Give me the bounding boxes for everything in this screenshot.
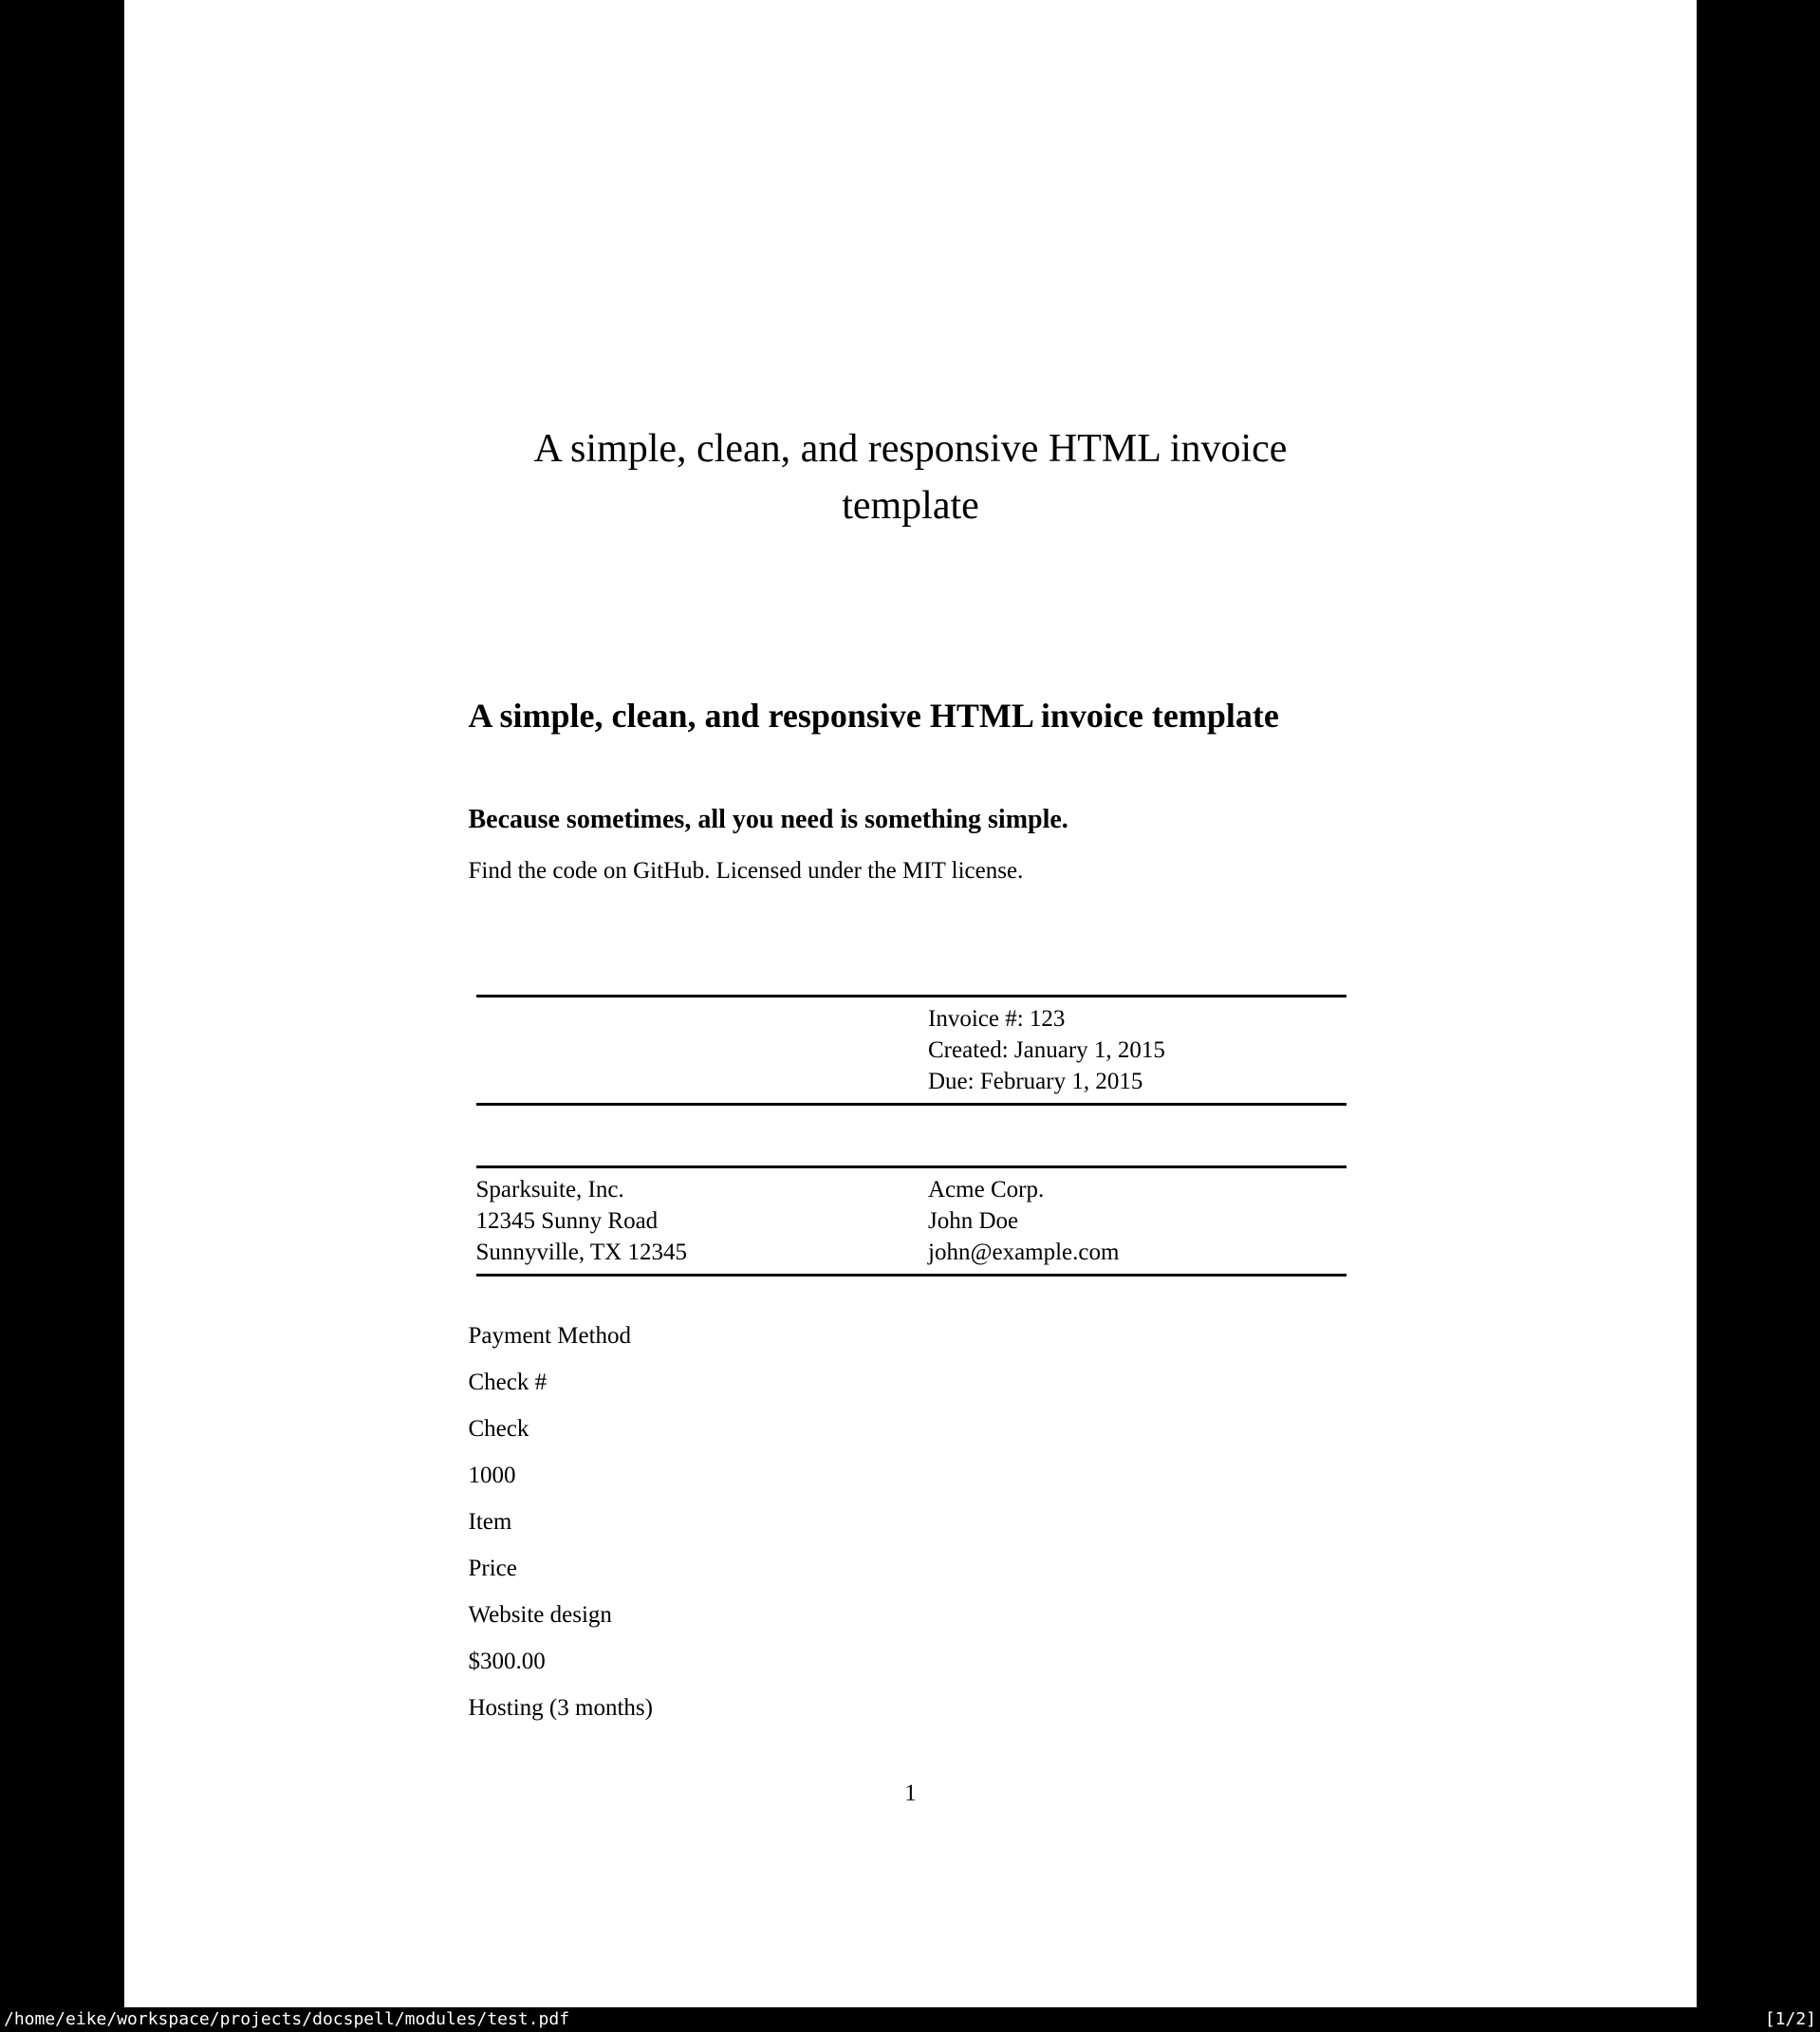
detail-line-payment-method: Payment Method	[468, 1323, 632, 1349]
statusbar-page-indicator: [1/2]	[1764, 2009, 1816, 2029]
detail-line-price-label: Price	[468, 1556, 517, 1581]
license-line: Find the code on GitHub. Licensed under the MIT license.	[468, 858, 1024, 884]
detail-line-item-label: Item	[468, 1509, 512, 1535]
detail-line-check: Check	[468, 1416, 529, 1442]
party-to	[911, 1174, 1346, 1268]
invoice-meta-table	[476, 995, 1346, 1106]
page-number: 1	[904, 1780, 917, 1806]
detail-line-hosting: Hosting (3 months)	[468, 1695, 653, 1721]
parties-table	[476, 1165, 1346, 1277]
document-content	[469, 0, 1353, 2007]
from-street: 12345 Sunny Road	[475, 1208, 659, 1234]
invoice-detail-list	[469, 1324, 1353, 1743]
tagline: Because sometimes, all you need is something simple.	[468, 805, 1068, 834]
document-title: A simple, clean, and responsive HTML invoice template	[533, 427, 1288, 528]
document-page[interactable]	[124, 0, 1697, 2007]
detail-line-check-value: 1000	[468, 1463, 516, 1488]
section-heading: A simple, clean, and responsive HTML invoice template	[468, 697, 1279, 735]
statusbar-file-path: /home/eike/workspace/projects/docspell/modules/test.pdf	[4, 2009, 570, 2029]
statusbar	[0, 2007, 1820, 2032]
detail-line-website-design: Website design	[468, 1602, 612, 1628]
from-company: Sparksuite, Inc.	[475, 1177, 624, 1202]
party-from	[476, 1174, 912, 1268]
invoice-due-line: Due: February 1, 2015	[928, 1069, 1143, 1094]
to-company: Acme Corp.	[928, 1177, 1045, 1202]
to-email: john@example.com	[928, 1240, 1120, 1265]
invoice-created-line: Created: January 1, 2015	[928, 1037, 1165, 1063]
to-name: John Doe	[928, 1208, 1019, 1234]
invoice-number-line: Invoice #: 123	[928, 1006, 1066, 1032]
from-city: Sunnyville, TX 12345	[475, 1240, 687, 1265]
detail-line-website-price: $300.00	[468, 1649, 546, 1674]
detail-line-check-number-label: Check #	[468, 1370, 548, 1395]
